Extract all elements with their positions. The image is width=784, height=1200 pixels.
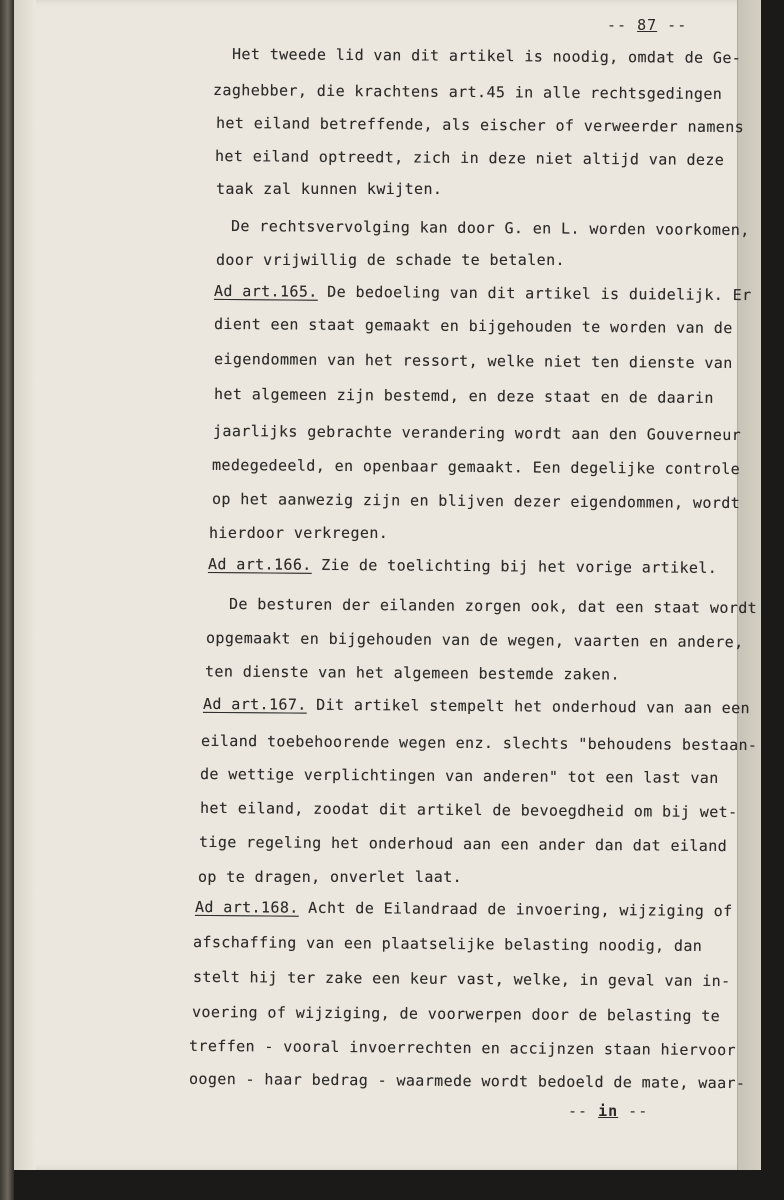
page-number-value: 87 bbox=[637, 16, 658, 34]
catchword-word: in bbox=[598, 1102, 619, 1120]
text-line: opgemaakt en bijgehouden van de wegen, vaarten en andere, bbox=[205, 628, 744, 652]
text-line: afschaffing van een plaatselijke belasting noodig, dan bbox=[192, 933, 703, 955]
text-line: stelt hij ter zake een keur vast, welke, in geval van in- bbox=[192, 967, 731, 991]
text-line: treffen - vooral invoerrechten en accijnzen staan hiervoor bbox=[188, 1036, 737, 1060]
text-line: zaghebber, die krachtens art.45 in alle rechtsgedingen bbox=[212, 81, 723, 103]
text-line: Het tweede lid van dit artikel is noodig, omdat de Ge- bbox=[231, 45, 742, 67]
text-line: dient een staat gemaakt en bijgehouden te worden van de bbox=[213, 314, 733, 338]
text-line: het eiland betreffende, als eischer of verweerder namens bbox=[215, 113, 745, 137]
text-line: taak zal kunnen kwijten. bbox=[216, 180, 443, 198]
catchword-suffix: -- bbox=[618, 1102, 649, 1120]
page-number bbox=[607, 16, 687, 34]
text-line: medegedeeld, en openbaar gemaakt. Een degelijke controle bbox=[211, 455, 741, 479]
text-line: ten dienste van het algemeen bestemde zaken. bbox=[204, 662, 621, 684]
scanner-background-left bbox=[0, 0, 14, 1200]
page-number-prefix: -- bbox=[607, 16, 638, 34]
page-number-suffix: -- bbox=[657, 16, 688, 34]
text-line-content: De bedoeling van dit artikel is duidelijk. Er bbox=[317, 282, 752, 305]
text-line: op het aanwezig zijn en blijven dezer eigendommen, wordt bbox=[211, 489, 741, 513]
text-line: door vrijwillig de schade te betalen. bbox=[216, 251, 565, 269]
article-label: Ad art.167. bbox=[202, 694, 307, 714]
text-line: jaarlijks gebrachte verandering wordt aan den Gouverneur bbox=[212, 421, 742, 445]
text-line: het algemeen zijn bestemd, en deze staat en de daarin bbox=[213, 385, 714, 407]
text-line: voering of wijziging, de voorwerpen door de belasting te bbox=[191, 1002, 721, 1026]
text-line: eigendommen van het ressort, welke niet ten dienste van bbox=[213, 349, 733, 373]
catchword-prefix: -- bbox=[568, 1102, 599, 1120]
text-line: de wettige verplichtingen van anderen" tot een last van bbox=[199, 764, 719, 788]
article-label: Ad art.165. bbox=[213, 281, 318, 301]
text-line: het eiland optreedt, zich in deze niet altijd van deze bbox=[214, 147, 725, 169]
text-line: op te dragen, onverlet laat. bbox=[198, 868, 463, 886]
text-line: De besturen der eilanden zorgen ook, dat een staat wordt bbox=[228, 594, 758, 618]
catchword bbox=[568, 1102, 648, 1120]
text-line: tige regeling het onderhoud aan een ander dan dat eiland bbox=[198, 832, 728, 856]
page-edge bbox=[737, 0, 761, 1170]
article-label: Ad art.166. bbox=[207, 555, 312, 574]
text-line-content: Acht de Eilandraad de invoering, wijziging of bbox=[298, 898, 733, 921]
text-line-content: Zie de toelichting bij het vorige artikel. bbox=[311, 555, 718, 577]
typewritten-page bbox=[14, 0, 761, 1170]
text-line: oogen - haar bedrag - waarmede wordt bedoeld de mate, waar- bbox=[188, 1069, 746, 1093]
text-line: eiland toebehoorende wegen enz. slechts "behoudens bestaan- bbox=[200, 731, 758, 755]
article-label: Ad art.168. bbox=[194, 897, 299, 917]
text-line-content: Dit artikel stempelt het onderhoud van aan een bbox=[306, 695, 751, 718]
text-line: het eiland, zoodat dit artikel de bevoegdheid om bij wet- bbox=[199, 798, 738, 822]
text-line: hierdoor verkregen. bbox=[209, 524, 389, 542]
page-spine-shadow bbox=[14, 0, 36, 1170]
text-line: De rechtsvervolging kan door G. en L. worden voorkomen, bbox=[230, 216, 750, 240]
